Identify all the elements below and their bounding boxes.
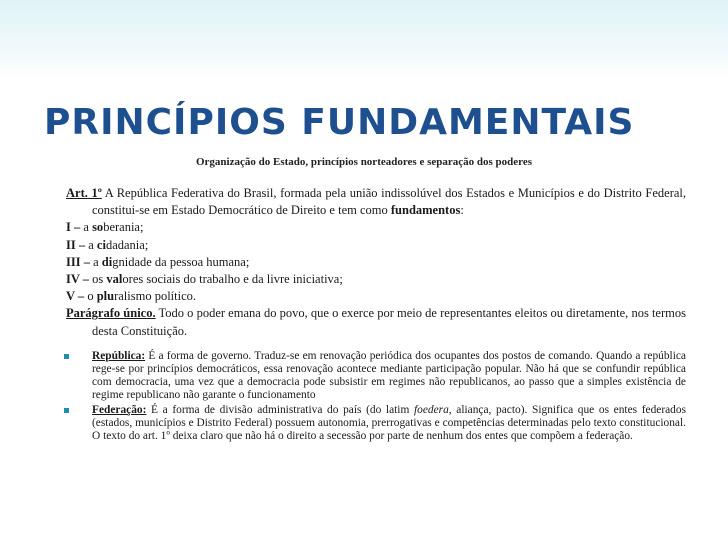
federacao-latin: foedera: [413, 403, 449, 416]
article-1-label: Art. 1º: [66, 186, 102, 200]
header-background: [0, 0, 728, 80]
republica-term: República:: [92, 349, 146, 362]
article-1-end: :: [460, 203, 464, 218]
spacer: [66, 340, 686, 350]
article-1-text: A República Federativa do Brasil, formada pela união indissolúvel dos Estados e Municípios e do Distrito Federal, constitui-se em Estado Democrático de Direito e tem como: [92, 186, 686, 218]
definitions-list: [66, 350, 686, 443]
slide-subtitle: Organização do Estado, princípios norteadores e separação dos poderes: [195, 156, 532, 168]
bullet-square-icon: [64, 408, 69, 413]
item-1: I – a soberania;: [66, 220, 144, 235]
paragrafo-unico: [66, 305, 686, 339]
item-4: IV – os valores sociais do trabalho e da livre iniciativa;: [66, 272, 343, 287]
bullet-square-icon: [64, 354, 69, 359]
slide-title: PRINCÍPIOS FUNDAMENTAIS: [44, 102, 635, 143]
item-3: III – a dignidade da pessoa humana;: [66, 254, 250, 269]
list-item-federacao: [66, 404, 686, 444]
list-item-republica: [66, 350, 686, 403]
article-1: [66, 185, 686, 219]
republica-text: É a forma de governo. Traduz-se em renovação periódica dos ocupantes dos postos de comando. Quando a república rege-se por princípios democráticos, essa renovação acontece mediante participação popular. Não há que se confundir república com democracia, uma vez que a democracia pode subsistir em regimes não republicanos, ao passo que a simples existência de regime republicano não garante o funcionamento: [92, 349, 686, 402]
paragrafo-label: Parágrafo único.: [66, 306, 156, 321]
slide-body: [66, 185, 686, 444]
article-1-emphasis: fundamentos: [390, 203, 461, 218]
paragrafo-text: Todo o poder emana do povo, que o exerce por meio de representantes eleitos ou diretamente, nos termos desta Constituição.: [92, 306, 686, 338]
item-2: II – a cidadania;: [66, 237, 149, 252]
federacao-post: , aliança, pacto). Significa que os entes federados (estados, municípios e Distrito Federal) possuem autonomia, prerrogativas e competências determinadas pelo texto constitucional. O texto do art. 1º deixa claro que não há o direito a secessão por parte de nenhum dos entes que compõem a federação.: [92, 403, 686, 443]
item-5: V – o pluralismo político.: [66, 289, 197, 304]
federacao-pre: É a forma de divisão administrativa do país (do latim: [146, 403, 414, 416]
federacao-term: Federação:: [92, 403, 147, 416]
